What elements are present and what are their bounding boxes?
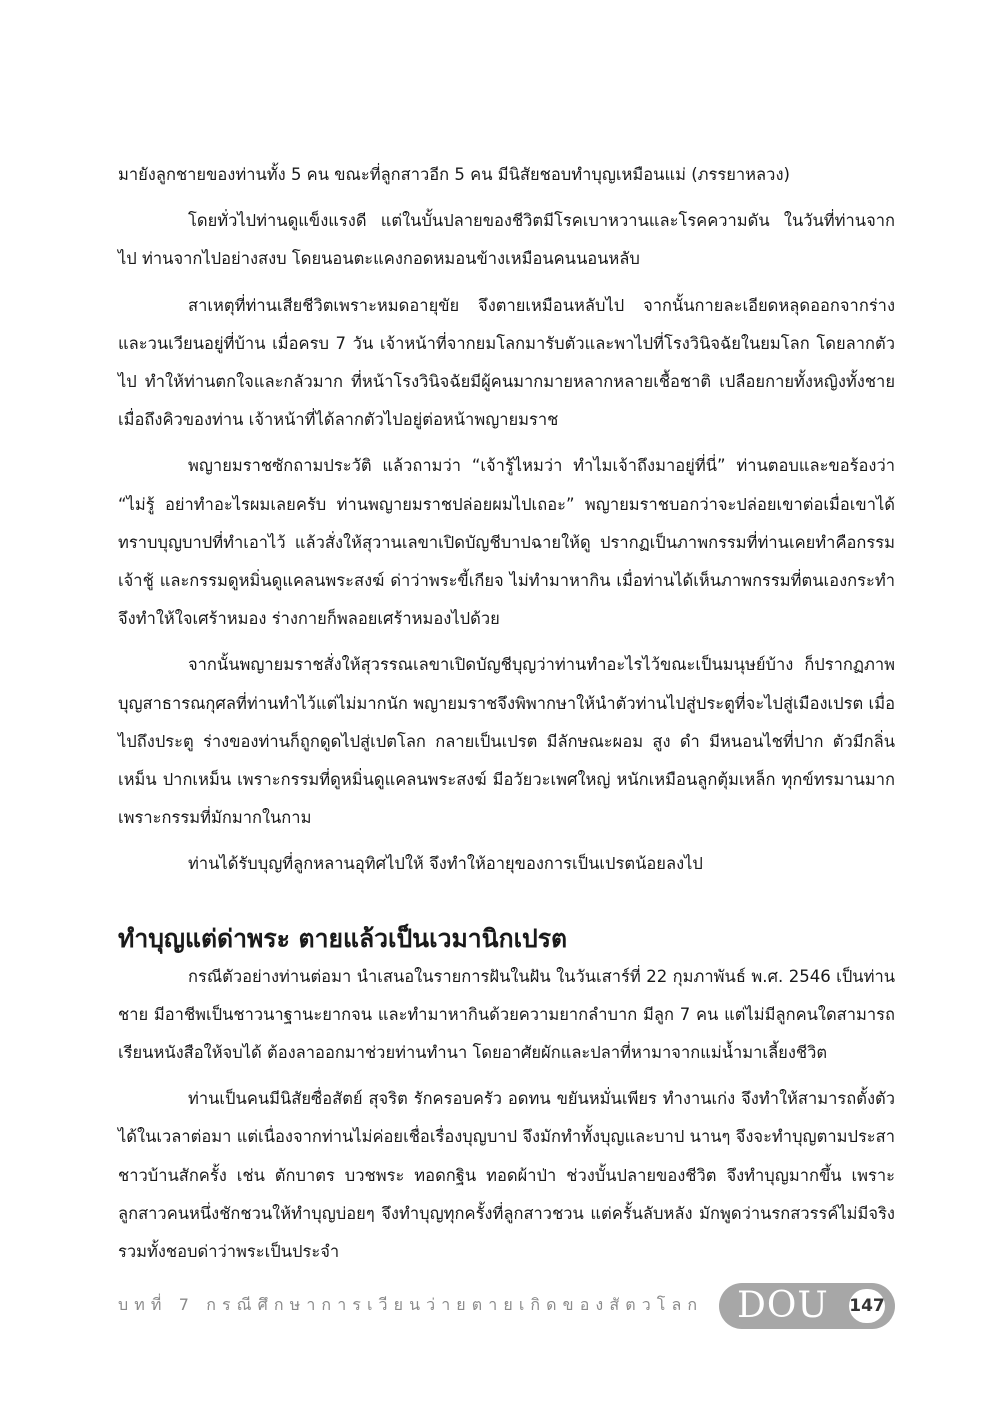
paragraph: กรณีตัวอย่างท่านต่อมา นำเสนอในรายการฝันในฝัน ในวันเสาร์ที่ 22 กุมภาพันธ์ พ.ศ. 2546 เป็นท่านชาย มีอาชีพเป็นชาวนาฐานะยากจน และทำมาหากินด้วยความยากลำบาก มีลูก 7 คน แต่ไม่มีลูกคนใดสามารถเรียนหนังสือให้จบได้ ต้องลาออกมาช่วยท่านทำนา โดยอาศัยผักและปลาที่หามาจากแม่น้ำมาเลี้ยงชีวิต (118, 966, 895, 1063)
footer-badge (719, 1283, 895, 1329)
section-heading: ทำบุญแต่ด่าพระ ตายแล้วเป็นเวมานิกเปรต (118, 923, 568, 953)
paragraph: พญายมราชซักถามประวัติ แล้วถามว่า “เจ้ารู้ไหมว่า ทำไมเจ้าถึงมาอยู่ที่นี่” ท่านตอบและขอร้องว่า “ไม่รู้ อย่าทำอะไรผมเลยครับ ท่านพญายมราชปล่อยผมไปเถอะ” พญายมราชบอกว่าจะปล่อยเขาต่อเมื่อเขาได้ทราบบุญบาปที่ทำเอาไว้ แล้วสั่งให้สุวานเลขาเปิดบัญชีบาปฉายให้ดู ปรากฏเป็นภาพกรรมที่ท่านเคยทำคือกรรมเจ้าชู้ และกรรมดูหมิ่นดูแคลนพระสงฆ์ ด่าว่าพระขี้เกียจ ไม่ทำมาหากิน เมื่อท่านได้เห็นภาพกรรมที่ตนเองกระทำ จึงทำให้ใจเศร้าหมอง ร่างกายก็พลอยเศร้าหมองไปด้วย (118, 456, 895, 629)
paragraph: ท่านเป็นคนมีนิสัยซื่อสัตย์ สุจริต รักครอบครัว อดทน ขยันหมั่นเพียร ทำงานเก่ง จึงทำให้สามารถตั้งตัวได้ในเวลาต่อมา แต่เนื่องจากท่านไม่ค่อยเชื่อเรื่องบุญบาป จึงมักทำทั้งบุญและบาป นานๆ จึงจะทำบุญตามประสาชาวบ้านสักครั้ง เช่น ตักบาตร บวชพระ ทอดกฐิน ทอดผ้าป่า ช่วงบั้นปลายของชีวิต จึงทำบุญมากขึ้น เพราะลูกสาวคนหนึ่งชักชวนให้ทำบุญบ่อยๆ จึงทำบุญทุกครั้งที่ลูกสาวชวน แต่ครั้นลับหลัง มักพูดว่านรกสวรรค์ไม่มีจริง รวมทั้งชอบด่าว่าพระเป็นประจำ (118, 1089, 895, 1262)
dou-logo: DOU (737, 1285, 829, 1326)
page-footer (118, 1283, 895, 1331)
paragraph: ท่านได้รับบุญที่ลูกหลานอุทิศไปให้ จึงทำให้อายุของการเป็นเปรตน้อยลงไป (188, 854, 703, 874)
paragraph: สาเหตุที่ท่านเสียชีวิตเพราะหมดอายุขัย จึงตายเหมือนหลับไป จากนั้นกายละเอียดหลุดออกจากร่างและวนเวียนอยู่ที่บ้าน เมื่อครบ 7 วัน เจ้าหน้าที่จากยมโลกมารับตัวและพาไปที่โรงวินิจฉัยในยมโลก โดยลากตัวไป ทำให้ท่านตกใจและกลัวมาก ที่หน้าโรงวินิจฉัยมีผู้คนมากมายหลากหลายเชื้อชาติ เปลือยกายทั้งหญิงทั้งชาย เมื่อถึงคิวของท่าน เจ้าหน้าที่ได้ลากตัวไปอยู่ต่อหน้าพญายมราช (118, 295, 895, 430)
page-body (118, 156, 895, 1271)
page-number: 147 (849, 1289, 885, 1323)
chapter-title: บทที่ 7 กรณีศึกษาการเวียนว่ายตายเกิดของสัตวโลก (118, 1295, 704, 1314)
paragraph: มายังลูกชายของท่านทั้ง 5 คน ขณะที่ลูกสาวอีก 5 คน มีนิสัยชอบทำบุญเหมือนแม่ (ภรรยาหลวง) (118, 165, 790, 184)
paragraph: โดยทั่วไปท่านดูแข็งแรงดี แต่ในบั้นปลายของชีวิตมีโรคเบาหวานและโรคความดัน ในวันที่ท่านจากไป ท่านจากไปอย่างสงบ โดยนอนตะแคงกอดหมอนข้างเหมือนคนนอนหลับ (118, 211, 895, 269)
paragraph: จากนั้นพญายมราชสั่งให้สุวรรณเลขาเปิดบัญชีบุญว่าท่านทำอะไรไว้ขณะเป็นมนุษย์บ้าง ก็ปรากฏภาพบุญสาธารณกุศลที่ท่านทำไว้แต่ไม่มากนัก พญายมราชจึงพิพากษาให้นำตัวท่านไปสู่ประตูที่จะไปสู่เมืองเปรต เมื่อไปถึงประตู ร่างของท่านก็ถูกดูดไปสู่เปตโลก กลายเป็นเปรต มีลักษณะผอม สูง ดำ มีหนอนไชที่ปาก ตัวมีกลิ่นเหม็น ปากเหม็น เพราะกรรมที่ดูหมิ่นดูแคลนพระสงฆ์ มีอวัยวะเพศใหญ่ หนักเหมือนลูกตุ้มเหล็ก ทุกข์ทรมานมาก เพราะกรรมที่มักมากในกาม (118, 655, 895, 828)
